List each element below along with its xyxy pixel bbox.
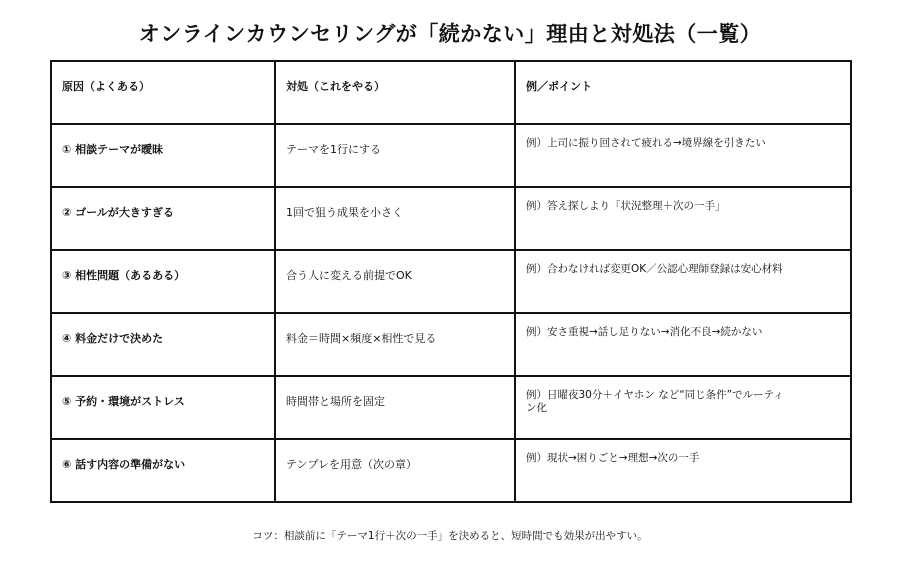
cause-text: ② ゴールが大きすぎる (62, 206, 174, 219)
cause-text: ⑥ 話す内容の準備がない (62, 458, 186, 471)
example-cell (515, 187, 851, 250)
header-example-label: 例／ポイント (526, 80, 592, 93)
action-text: テーマを1行にする (286, 143, 381, 156)
action-cell (275, 187, 515, 250)
cause-text: ① 相談テーマが曖昧 (62, 143, 164, 156)
table-row (51, 376, 851, 439)
cause-cell (51, 124, 275, 187)
example-cell (515, 124, 851, 187)
table-header-row (51, 61, 851, 124)
cause-text: ③ 相性問題（あるある） (62, 269, 186, 282)
action-cell (275, 313, 515, 376)
action-cell (275, 250, 515, 313)
example-text: 例）安さ重視→話し足りない→消化不良→続かない (526, 326, 763, 338)
table-row (51, 439, 851, 502)
causes-table (50, 60, 852, 503)
header-action-label: 対処（これをやる） (286, 80, 385, 93)
example-text: 例）合わなければ変更OK／公認心理師登録は安心材料 (526, 263, 783, 275)
header-cause-label: 原因（よくある） (62, 80, 150, 93)
table-row (51, 313, 851, 376)
example-text: 例）答え探しより「状況整理＋次の一手」 (526, 200, 726, 212)
action-text: 合う人に変える前提でOK (286, 269, 412, 282)
example-cell (515, 376, 851, 439)
example-text: 例）現状→困りごと→理想→次の一手 (526, 452, 700, 464)
table-row (51, 187, 851, 250)
action-text: 時間帯と場所を固定 (286, 395, 385, 408)
action-cell (275, 376, 515, 439)
action-text: テンプレを用意（次の章） (286, 458, 418, 471)
action-text: 料金＝時間×頻度×相性で見る (286, 332, 437, 345)
example-cell (515, 313, 851, 376)
example-text: 例）日曜夜30分＋イヤホン など“同じ条件”でルーティン化 (526, 389, 784, 414)
header-action (275, 61, 515, 124)
cause-cell (51, 376, 275, 439)
action-cell (275, 124, 515, 187)
cause-text: ⑤ 予約・環境がストレス (62, 395, 185, 408)
cause-cell (51, 313, 275, 376)
example-cell (515, 439, 851, 502)
header-cause (51, 61, 275, 124)
table-row (51, 124, 851, 187)
example-text: 例）上司に振り回されて疲れる→境界線を引きたい (526, 137, 766, 149)
action-text: 1回で狙う成果を小さく (286, 206, 403, 219)
cause-cell (51, 250, 275, 313)
action-cell (275, 439, 515, 502)
cause-cell (51, 187, 275, 250)
cause-cell (51, 439, 275, 502)
table-row (51, 250, 851, 313)
page-title: オンラインカウンセリングが「続かない」理由と対処法（一覧） (138, 22, 762, 46)
header-example (515, 61, 851, 124)
footer-tip: コツ：相談前に「テーマ1行＋次の一手」を決めると、短時間でも効果が出やすい。 (252, 530, 648, 542)
cause-text: ④ 料金だけで決めた (62, 332, 164, 345)
example-cell (515, 250, 851, 313)
